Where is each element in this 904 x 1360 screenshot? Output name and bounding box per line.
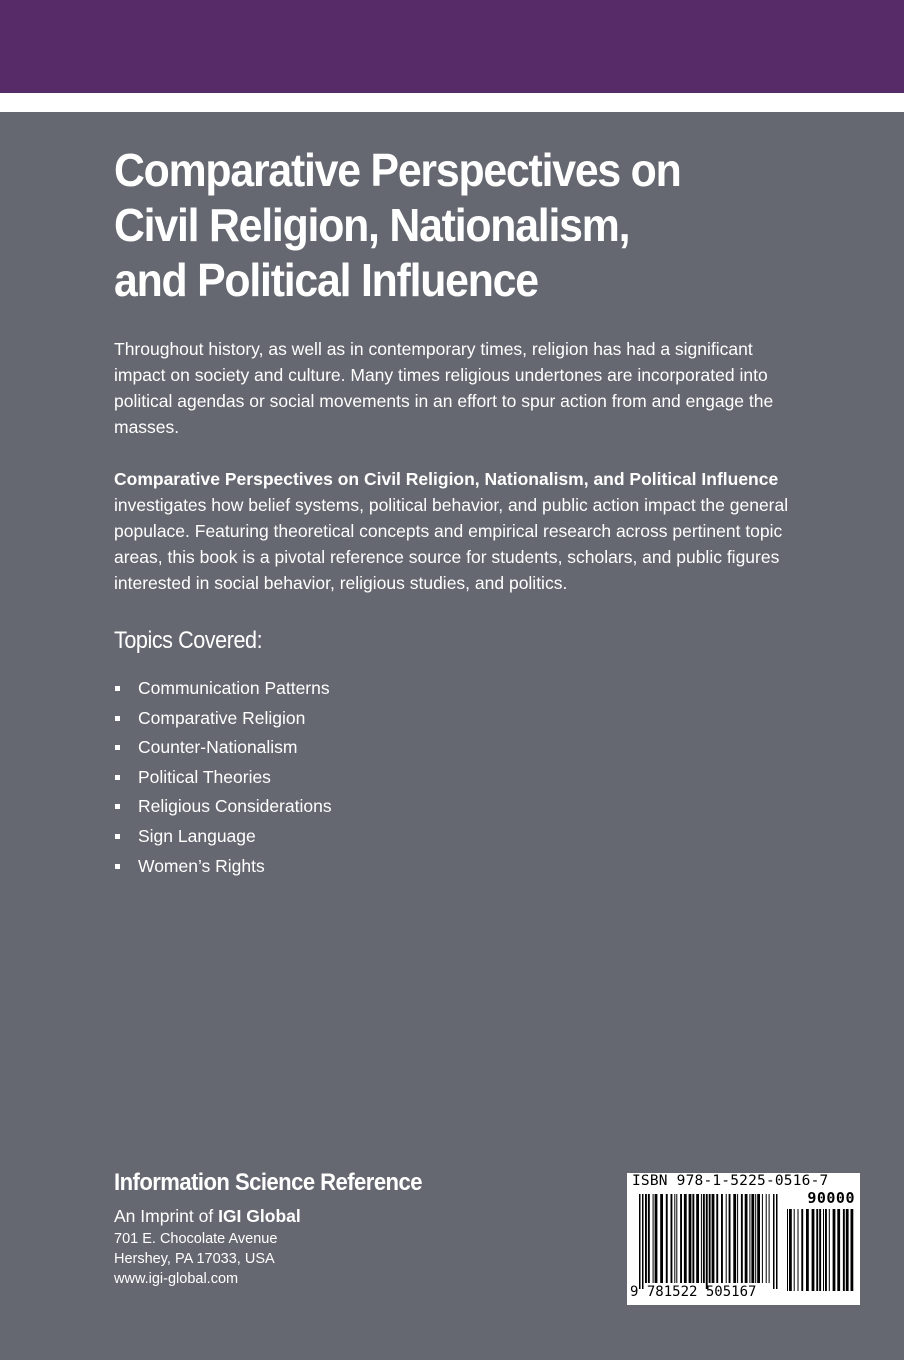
barcode-bar bbox=[692, 1194, 694, 1283]
topic-item bbox=[114, 733, 794, 763]
description-paragraph-1: Throughout history, as well as in contemporary times, religion has had a significant impact on society and culture. Many times religious undertones are incorporated into political agendas or social movements in an effort to spur action from and engage the masses. bbox=[114, 339, 774, 437]
white-divider-strip bbox=[0, 93, 904, 112]
publisher-name: Information Science Reference bbox=[114, 1169, 422, 1196]
barcode-addon-bar bbox=[846, 1209, 849, 1291]
barcode-bar bbox=[689, 1194, 692, 1283]
barcode-bar bbox=[766, 1194, 767, 1283]
barcode-bar bbox=[676, 1194, 677, 1283]
barcode-addon-bar bbox=[833, 1209, 836, 1291]
barcode-bar bbox=[721, 1194, 723, 1283]
barcode-addon-bar bbox=[787, 1209, 788, 1291]
book-title-line: Comparative Perspectives on bbox=[114, 144, 681, 196]
topic-label: Counter-Nationalism bbox=[138, 737, 298, 758]
publisher-address-line-1: 701 E. Chocolate Avenue bbox=[114, 1231, 278, 1247]
barcode-bar bbox=[680, 1194, 682, 1283]
barcode-addon-bar bbox=[825, 1209, 827, 1291]
barcode-bar bbox=[769, 1194, 770, 1283]
barcode-bar bbox=[712, 1194, 715, 1283]
isbn-label: ISBN 978-1-5225-0516-7 bbox=[632, 1173, 829, 1189]
barcode-addon-bar bbox=[837, 1209, 840, 1291]
book-title bbox=[114, 143, 784, 308]
barcode-bar bbox=[666, 1194, 668, 1283]
barcode-bar bbox=[645, 1194, 647, 1283]
barcode-bar bbox=[745, 1194, 748, 1283]
topic-label: Comparative Religion bbox=[138, 707, 306, 728]
barcode-bar bbox=[648, 1194, 650, 1283]
bullet-square-icon bbox=[115, 834, 120, 839]
barcode-addon-bar bbox=[843, 1209, 845, 1291]
price-code: 90000 bbox=[807, 1189, 855, 1207]
barcode-bar bbox=[706, 1194, 708, 1289]
barcode-addon-bar bbox=[851, 1209, 854, 1291]
barcode-bar bbox=[729, 1194, 731, 1283]
barcode-bar bbox=[733, 1194, 736, 1283]
topic-item bbox=[114, 822, 794, 852]
barcode-bar bbox=[674, 1194, 675, 1283]
description-paragraph-2-text: investigates how belief systems, political behavior, and public action impact the general populace. Featuring theoretical concepts and empirical research across pertinent topic areas, this book is a pivotal reference source for students, scholars, and public figures interested in social behavior, religious studies, and politics. bbox=[114, 495, 789, 593]
barcode-addon-bar bbox=[798, 1209, 799, 1291]
bullet-square-icon bbox=[115, 686, 120, 691]
imprint-company: IGI Global bbox=[218, 1206, 301, 1226]
barcode-guard-bar bbox=[776, 1194, 778, 1289]
topic-item bbox=[114, 674, 794, 704]
topic-item bbox=[114, 792, 794, 822]
isbn-barcode-box bbox=[627, 1173, 860, 1305]
topic-item bbox=[114, 704, 794, 734]
barcode-bar bbox=[660, 1194, 663, 1283]
book-title-line: Civil Religion, Nationalism, bbox=[114, 199, 630, 251]
barcode-guard-bar bbox=[642, 1194, 644, 1289]
publisher-imprint bbox=[114, 1204, 534, 1228]
barcode-addon-bar bbox=[806, 1209, 809, 1291]
barcode-addon-bar bbox=[819, 1209, 821, 1291]
bullet-square-icon bbox=[115, 864, 120, 869]
barcode-bar bbox=[741, 1194, 743, 1283]
barcode-guard-bar bbox=[773, 1194, 775, 1289]
description-paragraph-2 bbox=[114, 466, 794, 596]
back-cover-content bbox=[114, 143, 794, 881]
barcode-bar bbox=[755, 1194, 756, 1283]
topic-item bbox=[114, 763, 794, 793]
barcode-bar bbox=[716, 1194, 718, 1283]
barcode-addon-bar bbox=[829, 1209, 830, 1291]
barcode-bar bbox=[751, 1194, 754, 1283]
barcode-bar bbox=[709, 1194, 711, 1283]
barcode-bar bbox=[757, 1194, 760, 1283]
publisher-block bbox=[114, 1168, 534, 1289]
barcode-bar bbox=[671, 1194, 673, 1283]
barcode-bar bbox=[749, 1194, 750, 1283]
topics-heading: Topics Covered: bbox=[114, 627, 263, 654]
barcode-bar bbox=[726, 1194, 727, 1283]
barcode-addon-bar bbox=[789, 1209, 792, 1291]
topics-list bbox=[114, 674, 794, 881]
book-title-line: and Political Influence bbox=[114, 254, 538, 306]
barcode-bar bbox=[701, 1194, 702, 1283]
barcode-bar bbox=[653, 1194, 654, 1283]
bullet-square-icon bbox=[115, 775, 120, 780]
barcode-addon-bar bbox=[801, 1209, 803, 1291]
barcode-bar bbox=[762, 1194, 763, 1283]
description-book-title-bold: Comparative Perspectives on Civil Religion, Nationalism, and Political Influence bbox=[114, 469, 779, 489]
barcode-addon-bar bbox=[812, 1209, 815, 1291]
publisher-website: www.igi-global.com bbox=[114, 1271, 239, 1287]
barcode-bar bbox=[684, 1194, 687, 1283]
imprint-prefix: An Imprint of bbox=[114, 1206, 219, 1226]
top-color-band bbox=[0, 0, 904, 93]
barcode-bar bbox=[696, 1194, 699, 1283]
publisher-address-line-2: Hershey, PA 17033, USA bbox=[114, 1251, 275, 1267]
barcode-bar bbox=[655, 1194, 658, 1283]
topic-label: Political Theories bbox=[138, 766, 271, 787]
barcode-bar bbox=[703, 1194, 705, 1283]
bullet-square-icon bbox=[115, 804, 120, 809]
barcode-addon-bar bbox=[816, 1209, 818, 1291]
topic-label: Women’s Rights bbox=[138, 855, 265, 876]
bullet-square-icon bbox=[115, 745, 120, 750]
bullet-square-icon bbox=[115, 716, 120, 721]
topic-item bbox=[114, 852, 794, 882]
barcode-digits: 9 781522 505167 bbox=[630, 1284, 757, 1300]
topic-label: Religious Considerations bbox=[138, 796, 332, 817]
topic-label: Sign Language bbox=[138, 825, 256, 846]
barcode-addon-bar bbox=[823, 1209, 824, 1291]
topic-label: Communication Patterns bbox=[138, 678, 330, 698]
barcode-addon-bar bbox=[794, 1209, 795, 1291]
barcode-guard-bar bbox=[639, 1194, 641, 1289]
barcode-bar bbox=[737, 1194, 738, 1283]
